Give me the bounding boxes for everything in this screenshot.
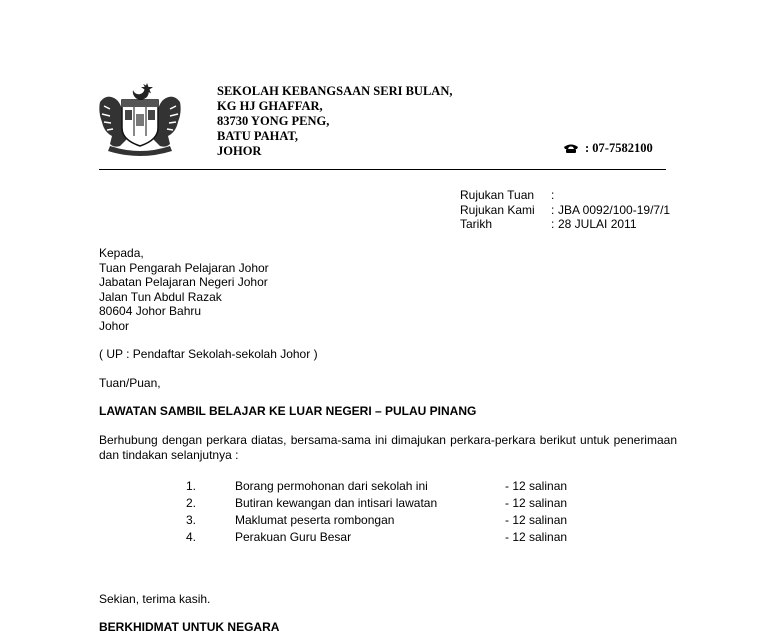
item-description: Perakuan Guru Besar — [235, 530, 352, 545]
address-line: JOHOR — [217, 144, 262, 158]
body-paragraph: Berhubung dengan perkara diatas, bersama-sama ini dimajukan perkara-perkara berikut untuk penerimaan dan tindakan selanjutnya : — [99, 433, 677, 462]
reference-block — [460, 188, 670, 232]
address-line: BATU PAHAT, — [217, 129, 299, 143]
item-number: 3. — [186, 513, 197, 528]
item-copies: - 12 salinan — [505, 513, 568, 528]
address-line: SEKOLAH KEBANGSAAN SERI BULAN, — [217, 84, 453, 98]
recipient-line: Jalan Tun Abdul Razak — [99, 289, 222, 304]
reference-colon: : — [551, 202, 555, 217]
reference-label: Tarikh — [460, 217, 493, 231]
item-description: Borang permohonan dari sekolah ini — [235, 479, 428, 494]
enclosure-list — [186, 478, 595, 546]
list-item — [186, 495, 595, 512]
salutation: Tuan/Puan, — [99, 376, 161, 390]
malaysia-coat-of-arms-icon — [92, 80, 188, 158]
closing-line: Sekian, terima kasih. — [99, 592, 211, 606]
motto: BERKHIDMAT UNTUK NEGARA — [99, 620, 280, 634]
item-copies: - 12 salinan — [505, 479, 568, 494]
address-line: KG HJ GHAFFAR, — [217, 99, 323, 113]
recipient-line: Johor — [99, 318, 130, 333]
telephone-icon — [563, 143, 579, 154]
letterhead-divider — [99, 169, 666, 170]
reference-label: Rujukan Tuan — [460, 188, 535, 202]
reference-row — [460, 188, 670, 203]
item-copies: - 12 salinan — [505, 496, 568, 511]
item-number: 4. — [186, 530, 197, 545]
reference-label: Rujukan Kami — [460, 202, 535, 217]
reference-value: JBA 0092/100-19/7/1 — [558, 202, 671, 217]
address-line: 83730 YONG PENG, — [217, 114, 330, 128]
reference-colon: : — [551, 188, 555, 202]
phone-number — [563, 141, 653, 156]
list-item — [186, 478, 595, 495]
school-address — [217, 84, 452, 159]
item-description: Butiran kewangan dan intisari lawatan — [235, 496, 438, 511]
recipient-line: Jabatan Pelajaran Negeri Johor — [99, 275, 268, 289]
reference-value: 28 JULAI 2011 — [558, 217, 637, 231]
recipient-address — [99, 246, 269, 333]
letter-subject: LAWATAN SAMBIL BELAJAR KE LUAR NEGERI – PULAU PINANG — [99, 404, 477, 418]
reference-row — [460, 203, 670, 218]
attention-line: ( UP : Pendaftar Sekolah-sekolah Johor ) — [99, 347, 318, 361]
item-number: 1. — [186, 479, 197, 494]
recipient-line: Kepada, — [99, 246, 144, 260]
list-item — [186, 512, 595, 529]
recipient-line: 80604 Johor Bahru — [99, 304, 202, 318]
phone-text: : 07-7582100 — [585, 141, 653, 155]
recipient-line: Tuan Pengarah Pelajaran Johor — [99, 260, 269, 275]
reference-colon: : — [551, 217, 555, 231]
reference-row — [460, 217, 670, 232]
item-copies: - 12 salinan — [505, 530, 568, 545]
item-number: 2. — [186, 496, 197, 511]
item-description: Maklumat peserta rombongan — [235, 513, 395, 528]
list-item — [186, 529, 595, 546]
